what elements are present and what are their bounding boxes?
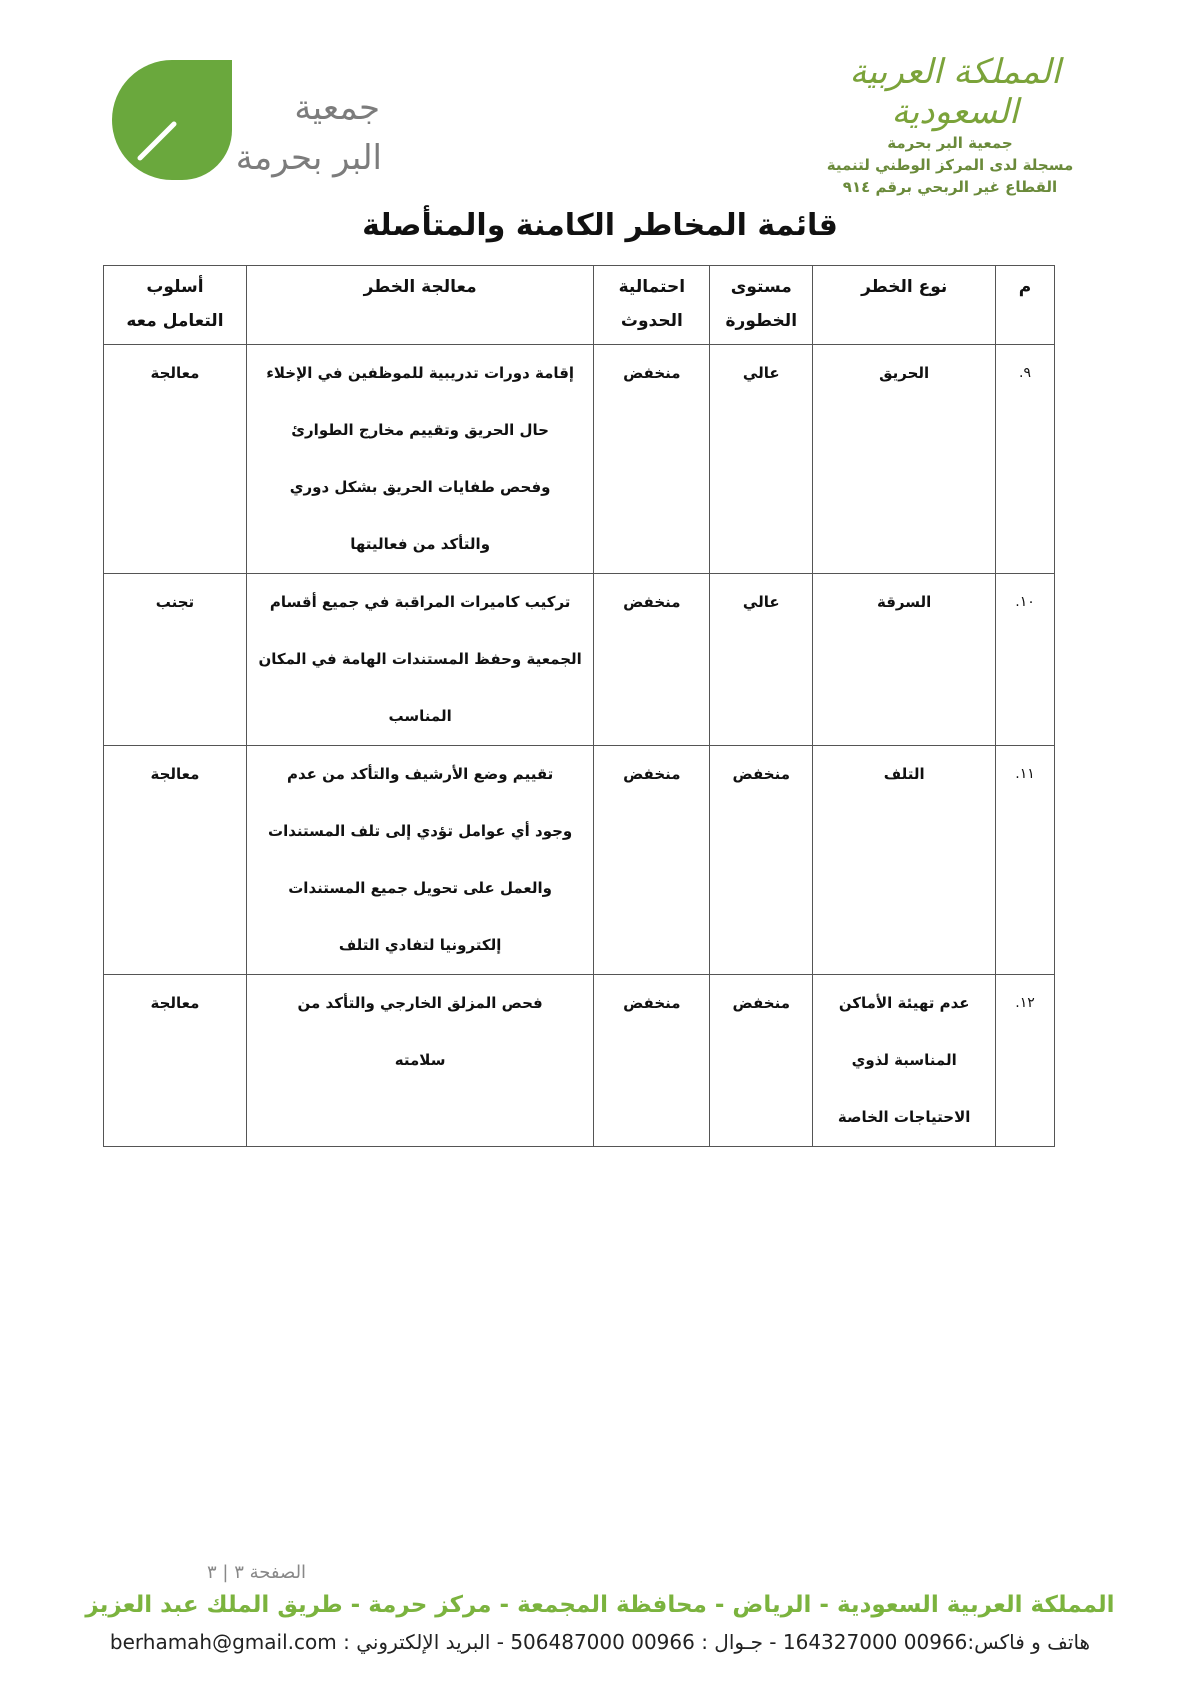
risk-level: عالي — [710, 345, 813, 574]
treatment-line: المناسب — [388, 707, 452, 725]
treatment-line: والتأكد من فعاليتها — [350, 535, 491, 553]
registration-line: مسجلة لدى المركز الوطني لتنمية — [826, 156, 1074, 174]
footer-address: المملكة العربية السعودية - الرياض - محافظة المجمعة - مركز حرمة - طريق الملك عبد العزيز — [85, 1592, 1115, 1618]
risk-treatment — [246, 345, 593, 574]
risk-type — [813, 574, 996, 746]
row-number: ١٠. — [996, 574, 1055, 746]
treatment-line: والعمل على تحويل جميع المستندات — [288, 879, 553, 897]
registration-number: القطاع غير الربحي برقم ٩١٤ — [842, 178, 1058, 196]
table-header-row — [104, 266, 1055, 345]
logo-text-line1: جمعية — [294, 88, 380, 128]
header-style-l2: التعامل معه — [126, 311, 224, 331]
kingdom-header — [800, 52, 1100, 198]
header-style — [104, 266, 247, 345]
risk-type — [813, 345, 996, 574]
risk-type — [813, 746, 996, 975]
association-logo — [112, 60, 382, 185]
handling-style: تجنب — [104, 574, 247, 746]
handling-style: معالجة — [104, 345, 247, 574]
table-row — [104, 746, 1055, 975]
risk-treatment — [246, 975, 593, 1147]
footer-contact: هاتف و فاكس:00966 164327000 - جـوال : 00966 506487000 - البريد الإلكتروني : berhamah@gmail.com — [109, 1630, 1091, 1654]
risk-type-line: التلف — [883, 765, 925, 783]
table-row — [104, 975, 1055, 1147]
header-level — [710, 266, 813, 345]
table-row — [104, 345, 1055, 574]
treatment-line: الجمعية وحفظ المستندات الهامة في المكان — [258, 650, 582, 668]
row-number: ٩. — [996, 345, 1055, 574]
kingdom-calligraphy: المملكة العربية السعودية — [849, 52, 1061, 132]
risk-type-line: الاحتياجات الخاصة — [837, 1108, 971, 1126]
treatment-line: سلامته — [394, 1051, 446, 1069]
logo-text-line2: البر بحرمة — [235, 138, 382, 178]
treatment-line: تركيب كاميرات المراقبة في جميع أقسام — [269, 593, 571, 611]
header-prob-l1: احتمالية — [618, 277, 686, 297]
risk-type-line: السرقة — [877, 593, 932, 611]
header-level-l1: مستوى — [730, 277, 792, 297]
risk-probability: منخفض — [594, 345, 710, 574]
header-style-l1: أسلوب — [146, 277, 204, 297]
page-title: قائمة المخاطر الكامنة والمتأصلة — [362, 208, 838, 243]
treatment-line: وفحص طفايات الحريق بشكل دوري — [289, 478, 551, 496]
header-prob-l2: الحدوث — [620, 311, 683, 331]
header-prob — [594, 266, 710, 345]
risk-type-line: المناسبة لذوي — [851, 1051, 957, 1069]
risk-probability: منخفض — [594, 574, 710, 746]
page-number: الصفحة ٣ | ٣ — [207, 1562, 307, 1583]
treatment-line: حال الحريق وتقييم مخارج الطوارئ — [291, 421, 549, 439]
risk-level: منخفض — [710, 746, 813, 975]
header-level-l2: الخطورة — [725, 311, 798, 331]
header-treatment: معالجة الخطر — [246, 266, 593, 345]
org-name: جمعية البر بحرمة — [887, 134, 1013, 152]
handling-style: معالجة — [104, 746, 247, 975]
risk-table — [103, 265, 1055, 1147]
risk-level: منخفض — [710, 975, 813, 1147]
row-number: ١٢. — [996, 975, 1055, 1147]
treatment-line: تقييم وضع الأرشيف والتأكد من عدم — [287, 765, 554, 783]
risk-treatment — [246, 574, 593, 746]
treatment-line: إلكترونيا لتفادي التلف — [338, 936, 502, 954]
header-num: م — [996, 266, 1055, 345]
risk-probability: منخفض — [594, 975, 710, 1147]
risk-level: عالي — [710, 574, 813, 746]
table-row — [104, 574, 1055, 746]
row-number: ١١. — [996, 746, 1055, 975]
treatment-line: إقامة دورات تدريبية للموظفين في الإخلاء — [266, 364, 575, 382]
leaf-logo-icon — [112, 60, 232, 180]
risk-probability: منخفض — [594, 746, 710, 975]
treatment-line: وجود أي عوامل تؤدي إلى تلف المستندات — [268, 822, 573, 840]
risk-type-line: عدم تهيئة الأماكن — [838, 994, 970, 1012]
handling-style: معالجة — [104, 975, 247, 1147]
treatment-line: فحص المزلق الخارجي والتأكد من — [297, 994, 543, 1012]
risk-treatment — [246, 746, 593, 975]
header-type: نوع الخطر — [813, 266, 996, 345]
risk-type-line: الحريق — [879, 364, 930, 382]
risk-type — [813, 975, 996, 1147]
